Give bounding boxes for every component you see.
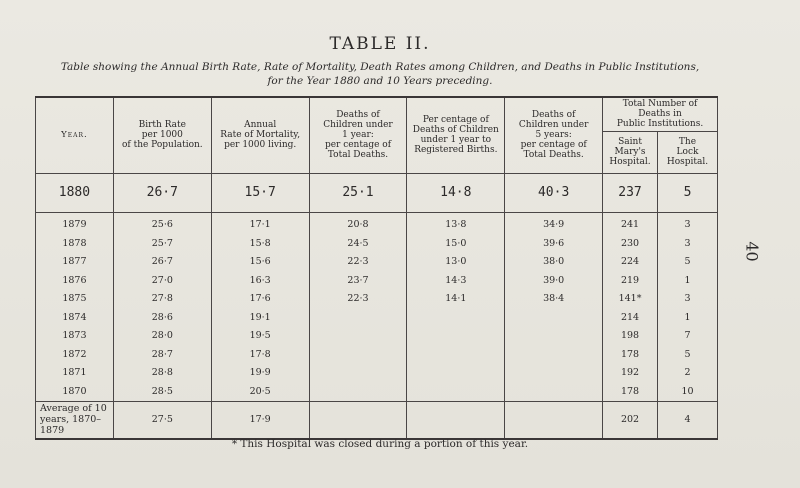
cell: 1879	[36, 212, 114, 234]
cell: 13·0	[407, 253, 505, 272]
cell: 28·5	[113, 382, 211, 401]
cell: 1	[658, 271, 718, 290]
cell: 1874	[36, 308, 114, 327]
cell: 22·3	[309, 290, 407, 309]
previous-years-body	[36, 212, 718, 401]
table-row	[36, 382, 718, 401]
cell	[309, 308, 407, 327]
cell	[505, 364, 603, 383]
cell: 24·5	[309, 234, 407, 253]
cell: 1875	[36, 290, 114, 309]
caption-line-1: Table showing the Annual Birth Rate, Rate of Mortality, Death Rates among Children, and Deaths in Public Institutions,	[60, 61, 700, 73]
cell	[309, 327, 407, 346]
cell: 1876	[36, 271, 114, 290]
cell	[505, 382, 603, 401]
cell	[407, 327, 505, 346]
table-row	[36, 253, 718, 272]
cell: 4	[658, 401, 718, 439]
statistics-table	[35, 96, 718, 440]
cell: 17·9	[211, 401, 309, 439]
cell: 19·9	[211, 364, 309, 383]
cell	[309, 345, 407, 364]
header-deaths-under-5: Deaths of Children under 5 years: per centage of Total Deaths.	[505, 97, 603, 173]
cell: 15·0	[407, 234, 505, 253]
cell: 3	[658, 234, 718, 253]
cell: 20·5	[211, 382, 309, 401]
cell: 3	[658, 290, 718, 309]
cell: 1880	[36, 173, 114, 212]
cell: 3	[658, 212, 718, 234]
page-number: 40	[742, 241, 762, 262]
cell: 10	[658, 382, 718, 401]
cell: 27·0	[113, 271, 211, 290]
cell: 1878	[36, 234, 114, 253]
cell: 28·6	[113, 308, 211, 327]
cell: 230	[603, 234, 658, 253]
average-label: Average of 10 years, 1870–1879	[36, 401, 114, 439]
cell: 25·6	[113, 212, 211, 234]
cell: 1872	[36, 345, 114, 364]
footnote: * This Hospital was closed during a portion of this year.	[231, 438, 529, 450]
cell: 15·8	[211, 234, 309, 253]
header-institutions: Total Number of Deaths in Public Institutions.	[603, 97, 718, 131]
header-lock-hospital: The Lock Hospital.	[658, 131, 718, 173]
cell: 141*	[603, 290, 658, 309]
header-birth-rate: Birth Rate per 1000 of the Population.	[113, 97, 211, 173]
table-row	[36, 290, 718, 309]
cell: 39·0	[505, 271, 603, 290]
cell: 14·3	[407, 271, 505, 290]
cell: 17·1	[211, 212, 309, 234]
cell: 23·7	[309, 271, 407, 290]
cell: 178	[603, 345, 658, 364]
cell: 13·8	[407, 212, 505, 234]
cell	[505, 345, 603, 364]
caption-line-2: for the Year 1880 and 10 Years preceding.	[267, 75, 493, 87]
table-row	[36, 308, 718, 327]
cell: 39·6	[505, 234, 603, 253]
table-row	[36, 364, 718, 383]
cell: 34·9	[505, 212, 603, 234]
cell: 28·8	[113, 364, 211, 383]
table-header	[36, 97, 718, 173]
cell	[309, 401, 407, 439]
table-row	[36, 327, 718, 346]
cell: 15·6	[211, 253, 309, 272]
cell: 5	[658, 173, 718, 212]
cell: 17·8	[211, 345, 309, 364]
cell: 16·3	[211, 271, 309, 290]
cell	[505, 327, 603, 346]
table-row	[36, 234, 718, 253]
cell: 40·3	[505, 173, 603, 212]
cell: 27·8	[113, 290, 211, 309]
cell: 237	[603, 173, 658, 212]
table-row	[36, 271, 718, 290]
cell: 241	[603, 212, 658, 234]
current-year-body	[36, 173, 718, 212]
cell: 224	[603, 253, 658, 272]
cell: 27·5	[113, 401, 211, 439]
cell: 214	[603, 308, 658, 327]
cell: 38·0	[505, 253, 603, 272]
header-year: Year.	[36, 97, 114, 173]
cell: 192	[603, 364, 658, 383]
header-saint-marys: Saint Mary's Hospital.	[603, 131, 658, 173]
cell: 17·6	[211, 290, 309, 309]
cell: 38·4	[505, 290, 603, 309]
cell: 219	[603, 271, 658, 290]
cell: 25·1	[309, 173, 407, 212]
table-row	[36, 345, 718, 364]
table-row-average	[36, 401, 718, 439]
table-row	[36, 212, 718, 234]
average-body	[36, 401, 718, 439]
cell: 5	[658, 345, 718, 364]
cell	[407, 345, 505, 364]
cell	[407, 364, 505, 383]
cell: 19·1	[211, 308, 309, 327]
cell	[309, 364, 407, 383]
cell: 1870	[36, 382, 114, 401]
cell: 25·7	[113, 234, 211, 253]
cell: 178	[603, 382, 658, 401]
cell: 1877	[36, 253, 114, 272]
cell	[309, 382, 407, 401]
cell: 14·8	[407, 173, 505, 212]
cell: 2	[658, 364, 718, 383]
cell: 26·7	[113, 173, 211, 212]
cell: 14·1	[407, 290, 505, 309]
cell: 1	[658, 308, 718, 327]
cell: 1871	[36, 364, 114, 383]
cell: 15·7	[211, 173, 309, 212]
cell: 28·0	[113, 327, 211, 346]
cell: 7	[658, 327, 718, 346]
cell: 1873	[36, 327, 114, 346]
cell	[505, 401, 603, 439]
cell: 28·7	[113, 345, 211, 364]
table-caption	[20, 60, 740, 88]
cell	[505, 308, 603, 327]
cell: 22·3	[309, 253, 407, 272]
table-title: TABLE II.	[329, 34, 431, 54]
table-row-1880	[36, 173, 718, 212]
cell: 198	[603, 327, 658, 346]
cell: 26·7	[113, 253, 211, 272]
cell: 19·5	[211, 327, 309, 346]
header-pct-deaths-under-1: Per centage of Deaths of Children under 1 year to Registered Births.	[407, 97, 505, 173]
cell: 5	[658, 253, 718, 272]
cell	[407, 308, 505, 327]
cell: 202	[603, 401, 658, 439]
header-deaths-under-1: Deaths of Children under 1 year: per centage of Total Deaths.	[309, 97, 407, 173]
header-mortality: Annual Rate of Mortality, per 1000 living.	[211, 97, 309, 173]
cell	[407, 401, 505, 439]
cell	[407, 382, 505, 401]
cell: 20·8	[309, 212, 407, 234]
